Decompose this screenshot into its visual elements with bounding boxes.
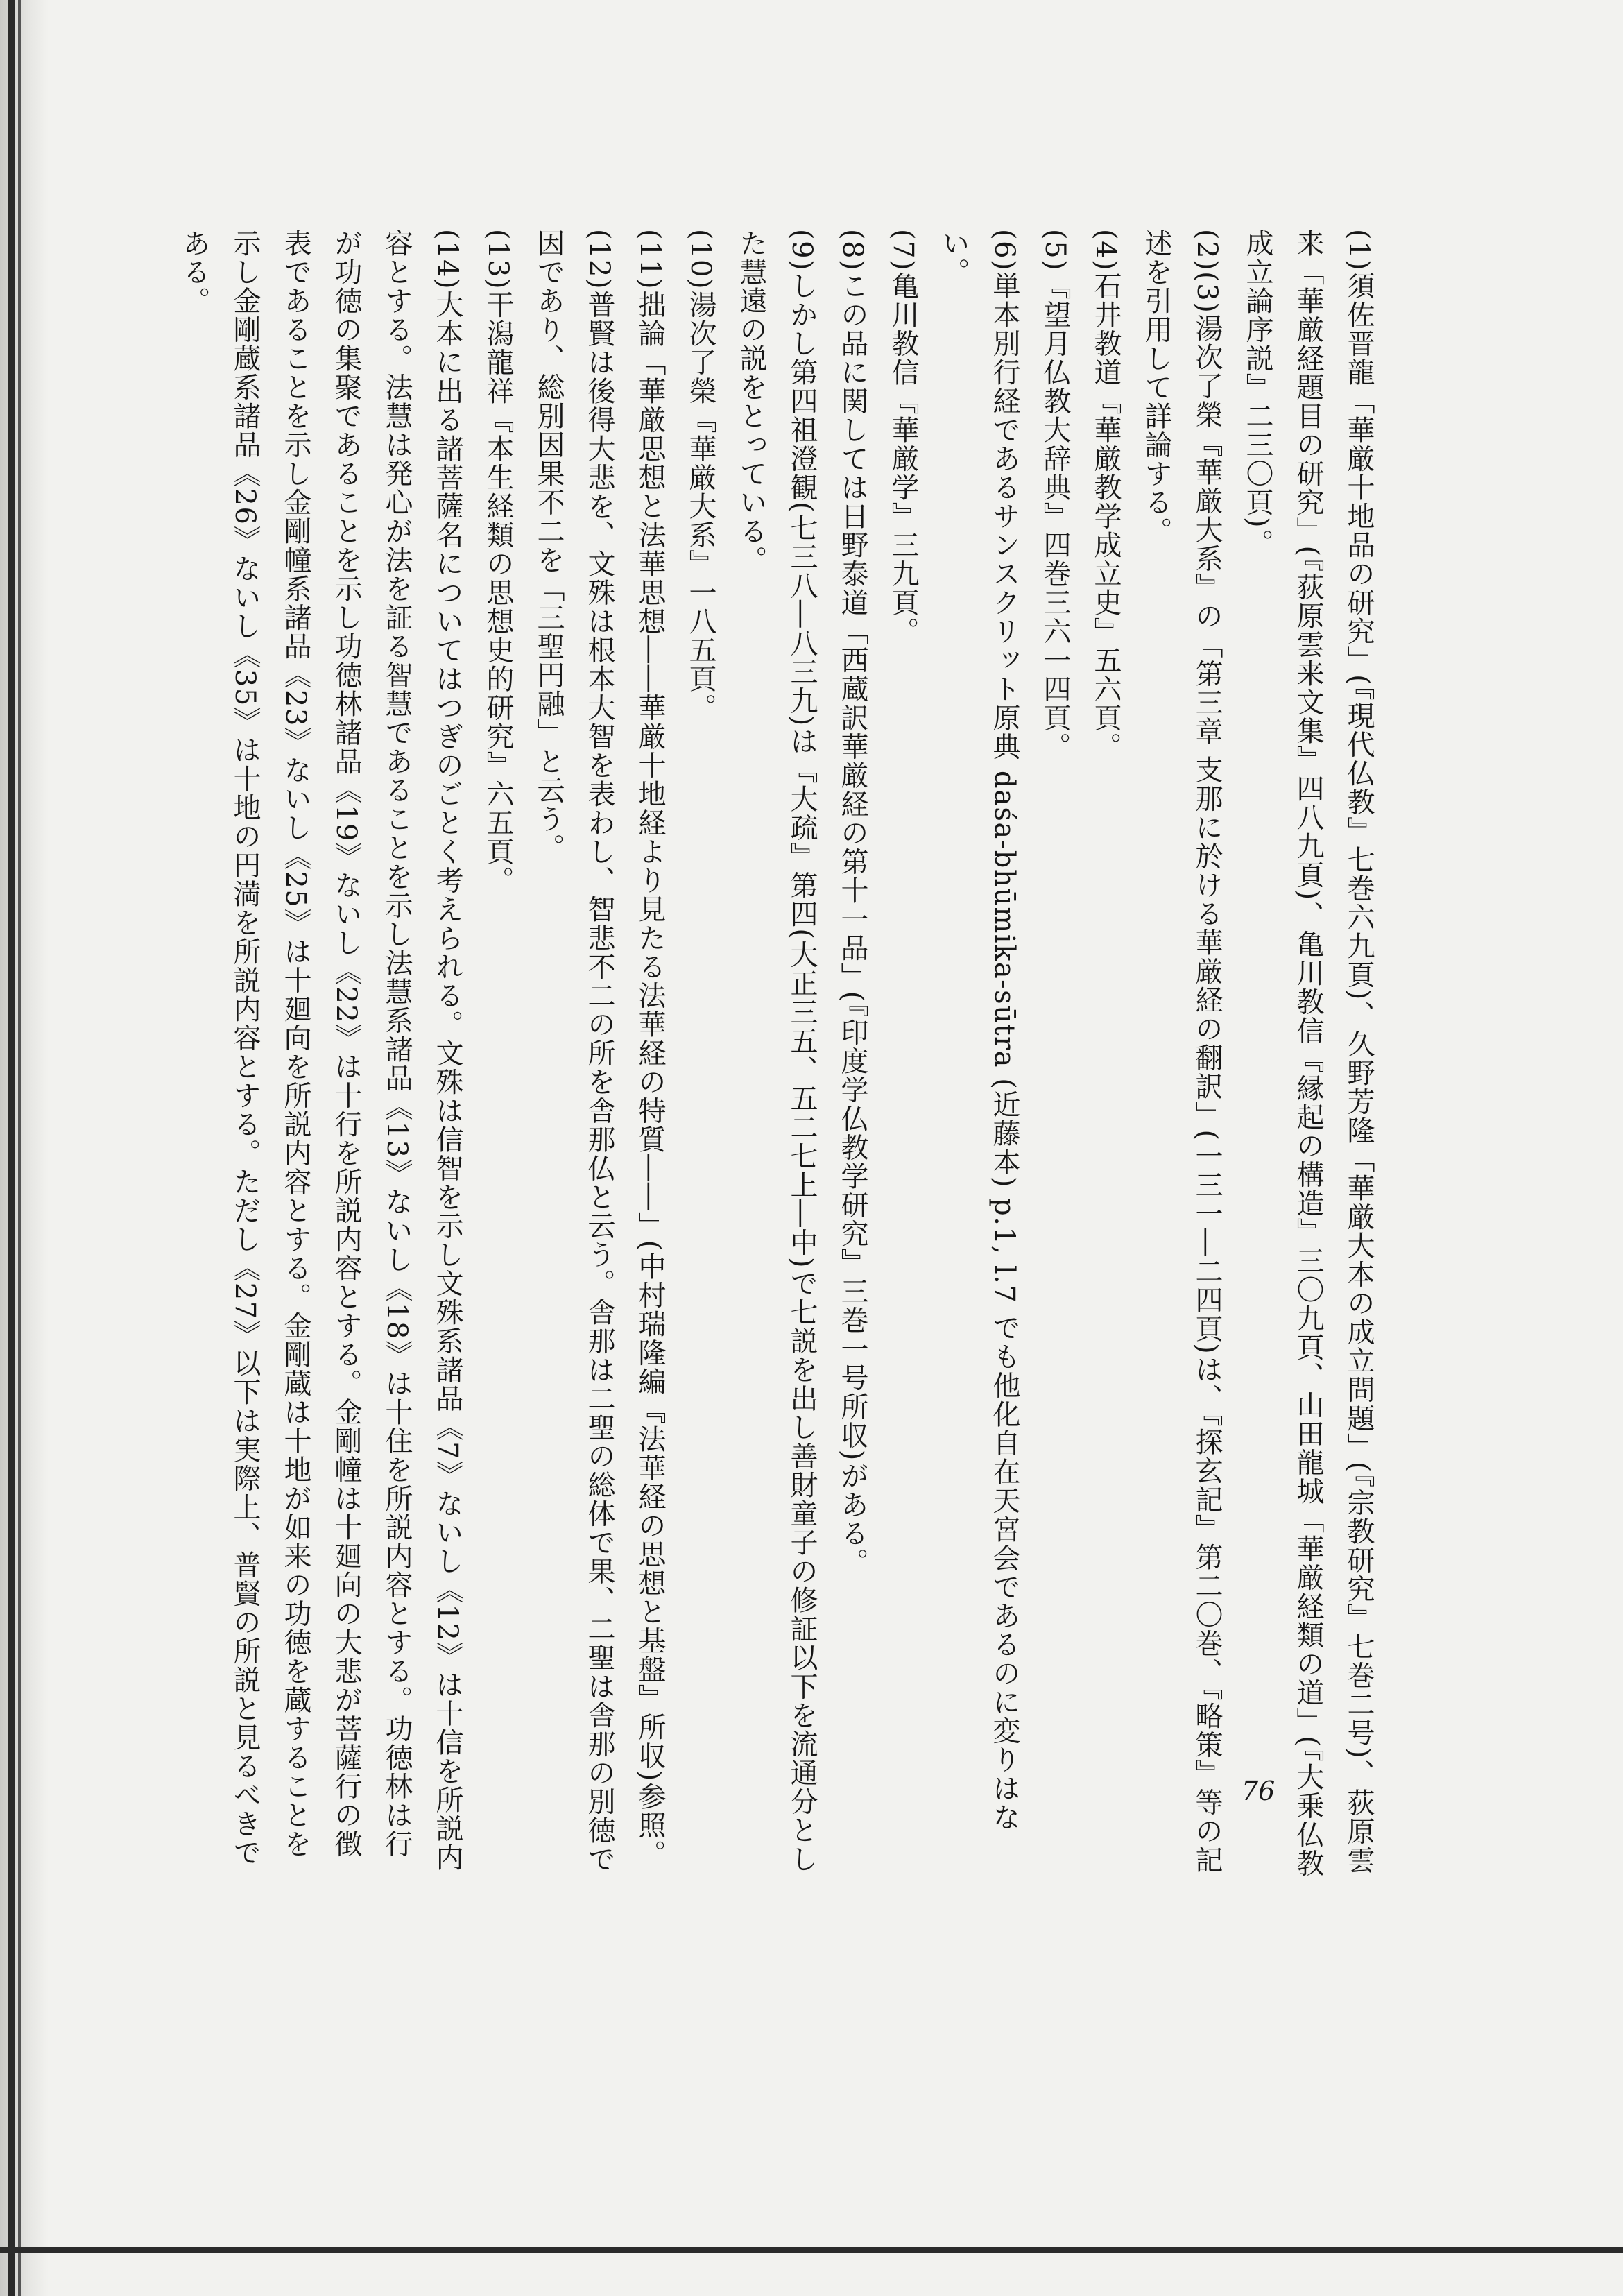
note-text: 石井教道『華厳教学成立史』五六頁。 (1090, 271, 1122, 761)
note-7 (877, 229, 928, 1887)
page-bottom-edge (0, 2247, 1623, 2253)
note-text: 湯次了榮『華厳大系』の「第三章 支那に於ける華厳経の翻訳」(一三一―二四頁)は、『探玄記』第二〇巻、『略策』等の記述を引用して詳論する。 (1140, 229, 1223, 1874)
note-number: (4) (1090, 229, 1122, 272)
note-11 (624, 229, 675, 1887)
note-number: (11) (634, 229, 666, 291)
note-text: 湯次了榮『華厳大系』一八五頁。 (685, 290, 716, 722)
note-text: しかし第四祖澄観(七三八―八三九)は『大疏』第四(大正三五、五二七上―中)で七説を出し善財童子の修証以下を流通分とした慧遠の説をとっている。 (735, 229, 818, 1874)
note-10 (675, 229, 725, 1887)
note-4 (1080, 229, 1131, 1887)
note-number: (7) (887, 229, 919, 272)
note-number: (6) (988, 229, 1020, 272)
note-9 (725, 229, 827, 1887)
note-number: (1) (1343, 229, 1375, 272)
note-number: (13) (482, 229, 514, 291)
note-text: 須佐晋龍「華厳十地品の研究」(『現代仏教』七巻六九頁)、久野芳隆「華厳大本の成立問題」(『宗教研究』七巻二号)、荻原雲来「華厳経題目の研究」(『荻原雲来文集』四八九頁)、亀川教信『縁起の構造』三〇九頁、山田龍城「華厳経類の道」(『大乗仏教成立論序説』二三〇頁)。 (1242, 229, 1375, 1878)
note-text: 普賢は後得大悲を、文殊は根本大智を表わし、智悲不二の所を舎那仏と云う。舎那は二聖の総体で果、二聖は舎那の別徳で因であり、総別因果不二を「三聖円融」と云う。 (533, 229, 615, 1874)
note-14 (169, 229, 472, 1887)
note-text: 単本別行経であるサンスクリット原典 daśa-bhūmika-sūtra (近藤本) p.1, l.7 でも他化自在天宮会であるのに変りはない。 (938, 229, 1020, 1832)
note-number: (5) (1039, 229, 1071, 272)
note-text: 大本に出る諸菩薩名についてはつぎのごとく考えられる。文殊は信智を示し文殊系諸品《7》ないし《12》は十信を所説内容とする。法慧は発心が法を証る智慧であることを示し法慧系諸品《13》ないし《18》は十住を所説内容とする。功徳林は行が功徳の集聚であることを示し功徳林諸品《19》ないし《22》は十行を所説内容とする。金剛幢は十廻向の大悲が菩薩行の徴表であることを示し金剛幢系諸品《23》ないし《25》は十廻向を所説内容とする。金剛蔵は十地が如来の功徳を蔵することを示し金剛蔵系諸品《26》ないし《35》は十地の円満を所説内容とする。ただし《27》以下は実際上、普賢の所説と見るべきである。 (178, 229, 463, 1872)
note-number: (14) (431, 229, 463, 291)
note-text: 干潟龍祥『本生経類の思想史的研究』六五頁。 (482, 290, 514, 895)
note-1 (1232, 229, 1384, 1887)
note-text: 亀川教信『華厳学』三九頁。 (887, 271, 919, 646)
note-number: (10) (685, 229, 716, 291)
note-13 (472, 229, 523, 1887)
note-8 (827, 229, 877, 1887)
note-number: (2)(3) (1191, 229, 1223, 314)
note-6 (928, 229, 1029, 1887)
note-2-3 (1131, 229, 1232, 1887)
note-number: (9) (786, 229, 818, 272)
note-text: この品に関しては日野泰道「西蔵訳華厳経の第十一品」(『印度学仏教学研究』三巻一号所収)がある。 (836, 271, 868, 1577)
note-text: 拙論「華厳思想と法華思想――華厳十地経より見たる法華経の特質――」(中村瑞隆編『法華経の思想と基盤』所収)参照。 (634, 290, 666, 1869)
note-12 (523, 229, 624, 1887)
note-text: 『望月仏教大辞典』四巻三六一四頁。 (1039, 271, 1071, 761)
endnotes-block (0, 229, 1384, 1887)
page-number: 76 (1242, 1776, 1276, 1806)
note-number: (12) (583, 229, 615, 291)
note-number: (8) (836, 229, 868, 272)
note-5 (1029, 229, 1080, 1887)
